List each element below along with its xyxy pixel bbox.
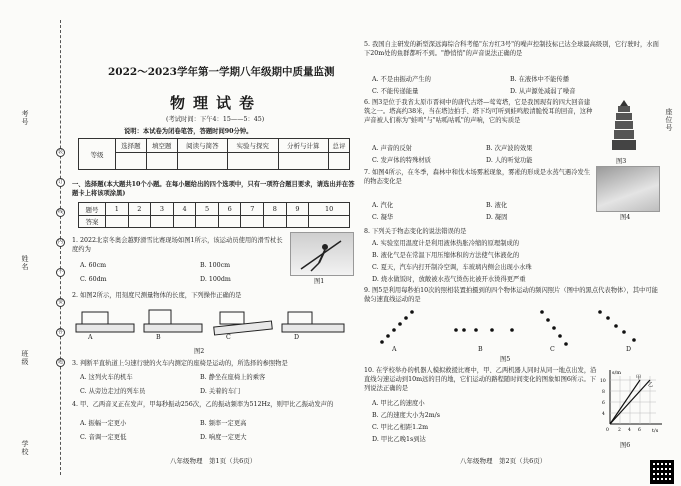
binding-mark: 要 xyxy=(57,299,63,305)
fig1-caption: 图1 xyxy=(314,278,325,285)
strobe-figure xyxy=(372,304,662,354)
score-col: 实验与探究 xyxy=(228,139,278,153)
q6-option-c: C. 发声体的特殊材质 xyxy=(372,157,431,164)
fig5-caption: 图5 xyxy=(500,356,511,363)
answer-num: 1 xyxy=(106,203,129,216)
rime-photo xyxy=(596,166,660,212)
footer-right: 八年级物理 第2页（共6页） xyxy=(460,457,547,465)
fig5-label-d: D xyxy=(626,346,632,353)
graph-xtick: 4 xyxy=(628,428,631,433)
class-label: 班级 xyxy=(21,350,29,366)
answer-num: 6 xyxy=(218,203,241,216)
fig6-caption: 图6 xyxy=(620,442,631,449)
binding-mark: 题 xyxy=(57,359,63,365)
q6-option-a: A. 声音的反射 xyxy=(372,145,413,152)
q1-option-b: B. 100cm xyxy=(200,262,231,269)
q8-stem: 8. 下列关于物态变化的说法错误的是 xyxy=(364,228,467,235)
q5-option-c: C. 不能传递能量 xyxy=(372,88,419,95)
score-col: 选择题 xyxy=(116,139,147,153)
q10-option-c: C. 甲比乙相距1.2m xyxy=(372,424,429,431)
q5-stem: 5. 我国自主研发的新型深远海综合科考船"东方红3号"的噪声控制技标已达全球最高级别，它行驶时，水面下20m处的鱼群都听不到。"静悄悄"的声音说法正确的是 xyxy=(364,41,659,57)
answer-table xyxy=(78,202,350,228)
fig4-caption: 图4 xyxy=(620,214,631,221)
exam-title: 2022～2023学年第一学期八年级期中质量监测 xyxy=(108,66,335,78)
q1-stem: 1. 2022北京冬奥会越野滑雪比赛现场如图1所示，该运动员使用的滑雪杖长度约为 xyxy=(72,237,283,253)
section1-heading: 一、选择题(本大题共10个小题。在每小题给出的四个选项中，只有一项符合题目要求，请选出并在答题卡上将该项涂黑) xyxy=(72,181,355,197)
fig2-label-b: B xyxy=(156,334,161,341)
q7-option-c: C. 凝华 xyxy=(372,214,394,221)
graph-line-a: 甲 xyxy=(636,375,642,381)
q5-option-a: A. 不是由振动产生的 xyxy=(372,76,431,83)
answer-num: 10 xyxy=(309,203,350,216)
q2-stem: 2. 如图2所示，用刻度尺测量物体的长度，下列操作正确的是 xyxy=(72,292,242,299)
q4-option-a: A. 振幅一定更小 xyxy=(80,420,127,427)
q3-option-b: B. 静坐在座椅上的乘客 xyxy=(200,374,266,381)
score-col: 阅读与简答 xyxy=(177,139,227,153)
q6-stem: 6. 图3是位于我省太原市晋祠中的唐代古塔—莺莺塔，它是我国现有的四大回音建筑之一。塔高约38米，当在塔边拍手、塔下均可听到蛙鸣般清脆悦耳的回音，这种声音被人们称为"蛙鸣"与"咕呱咕呱"的声响，它的实质是 xyxy=(364,99,593,124)
q9-stem: 9. 图5是利用每秒拍10次的照相装置拍摄到的四个物体运动的频闪照片（图中的黑点代表物体），其中可能做匀速直线运动的是 xyxy=(364,287,658,303)
q7-option-b: B. 液化 xyxy=(486,202,508,209)
school-label: 学校 xyxy=(21,440,29,456)
ruler-figure xyxy=(74,302,354,342)
q3-option-c: C. 从旁边走过的列车员 xyxy=(80,388,146,395)
q8-option-c: C. 夏天，汽车内打开制冷空调，车玻璃内侧会出现小水珠 xyxy=(372,264,532,271)
q4-option-d: D. 响度一定更大 xyxy=(200,434,247,441)
graph-ytick: 8 xyxy=(602,390,605,395)
q6-option-d: D. 人的听觉功能 xyxy=(486,157,533,164)
graph-xlabel: t/s xyxy=(652,428,659,434)
pagoda-icon xyxy=(604,96,644,154)
answer-row-label: 题号 xyxy=(79,203,106,216)
binding-mark: 答 xyxy=(57,329,63,335)
q8-option-b: B. 液化气是在常温下用压缩体积的方法使气体液化的 xyxy=(372,252,520,259)
graph-ytick: 10 xyxy=(600,379,606,384)
binding-mark: 装 xyxy=(57,149,63,155)
q1-option-a: A. 60cm xyxy=(80,262,107,269)
q7-option-a: A. 汽化 xyxy=(372,202,394,209)
q10-stem: 10. 在学校举办的机器人模拟救援比赛中，甲、乙两机器人同时从同一地点出发，沿直线匀速运动到10m远的目的地，它们运动的路程随时间变化的图象如图6所示。下列说法正确的是 xyxy=(364,367,597,392)
binding-dash-line xyxy=(60,20,61,475)
q4-option-c: C. 音调一定更低 xyxy=(80,434,127,441)
seat-label: 座位号 xyxy=(665,108,673,132)
score-table xyxy=(78,138,350,170)
graph-xtick: 0 xyxy=(606,428,609,433)
q3-stem: 3. 判断平直轨道上匀速行驶的火车内测定的座椅是运动的，所选择的参照物是 xyxy=(72,360,288,367)
answer-num: 9 xyxy=(286,203,309,216)
fig2-label-c: C xyxy=(226,334,231,341)
q7-option-d: D. 凝固 xyxy=(486,214,508,221)
fig2-label-d: D xyxy=(294,334,300,341)
footer-left: 八年级物理 第1页（共6页） xyxy=(170,457,257,465)
answer-num: 8 xyxy=(264,203,287,216)
fig5-label-a: A xyxy=(392,346,397,353)
fig2-caption: 图2 xyxy=(194,348,205,355)
q10-option-d: D. 甲比乙晚1s到达 xyxy=(372,436,426,443)
answer-num: 5 xyxy=(196,203,219,216)
graph-ytick: 6 xyxy=(602,401,605,406)
q1-option-d: D. 100dm xyxy=(200,276,231,283)
name-label: 姓名 xyxy=(21,255,29,271)
binding-mark: 线 xyxy=(57,209,63,215)
st-graph xyxy=(596,366,666,436)
graph-ytick: 4 xyxy=(602,412,605,417)
q6-option-b: B. 次声波的效果 xyxy=(486,145,533,152)
q8-option-a: A. 实验室用温度计是利用液体热胀冷缩的原理制成的 xyxy=(372,240,520,247)
q5-option-d: D. 从声源处减弱了噪音 xyxy=(510,88,576,95)
fig5-label-c: C xyxy=(550,346,555,353)
q10-option-a: A. 甲比乙的速度小 xyxy=(372,400,425,407)
exam-no-label: 考号 xyxy=(21,110,29,126)
score-row-label: 等级 xyxy=(79,139,116,170)
fig5-label-b: B xyxy=(478,346,483,353)
answer-row-label: 答案 xyxy=(79,216,106,228)
answer-num: 7 xyxy=(241,203,264,216)
binding-mark: 订 xyxy=(57,179,63,185)
graph-ylabel: s/m xyxy=(612,370,621,376)
q3-option-d: D. 关着的车门 xyxy=(200,388,241,395)
binding-mark: 内 xyxy=(57,239,63,245)
skier-photo xyxy=(290,232,354,276)
q4-stem: 4. 甲、乙两音叉正在发声，甲每秒振动256次，乙的振动频率为512Hz，则甲比乙振动发声的 xyxy=(72,401,334,408)
q8-option-d: D. 烧水做饭时，放敞被水蒸气烫伤比被开水烫得更严重 xyxy=(372,276,526,283)
graph-xtick: 6 xyxy=(638,428,641,433)
fig3-caption: 图3 xyxy=(616,158,627,165)
qr-code-icon xyxy=(650,460,674,484)
q7-stem: 7. 如图4所示，在冬季，森林中和伐木场雾凇现象，雾凇的形成是水蒸气遇冷发生的物态变化是 xyxy=(364,169,591,185)
exam-note: 说明：本试卷为闭卷笔答，答题时间90分钟。 xyxy=(124,128,253,135)
graph-line-b: 乙 xyxy=(648,382,654,388)
q1-option-c: C. 60dm xyxy=(80,276,107,283)
answer-num: 2 xyxy=(128,203,151,216)
q3-option-a: A. 这列火车的机车 xyxy=(80,374,133,381)
score-col: 填空题 xyxy=(146,139,177,153)
skier-icon xyxy=(291,233,353,275)
binding-mark: 不 xyxy=(57,269,63,275)
score-col: 总评 xyxy=(328,139,349,153)
answer-num: 3 xyxy=(151,203,174,216)
q5-option-b: B. 在液体中不能传播 xyxy=(510,76,570,83)
q4-option-b: B. 频率一定更高 xyxy=(200,420,247,427)
score-col: 分析与计算 xyxy=(278,139,328,153)
fig2-label-a: A xyxy=(88,334,93,341)
exam-time: (考试时间：下午4：15——5：45) xyxy=(166,116,265,123)
q10-option-b: B. 乙的速度大小为2m/s xyxy=(372,412,441,419)
graph-xtick: 2 xyxy=(618,428,621,433)
subject-title: 物理试卷 xyxy=(170,94,263,112)
answer-num: 4 xyxy=(173,203,196,216)
